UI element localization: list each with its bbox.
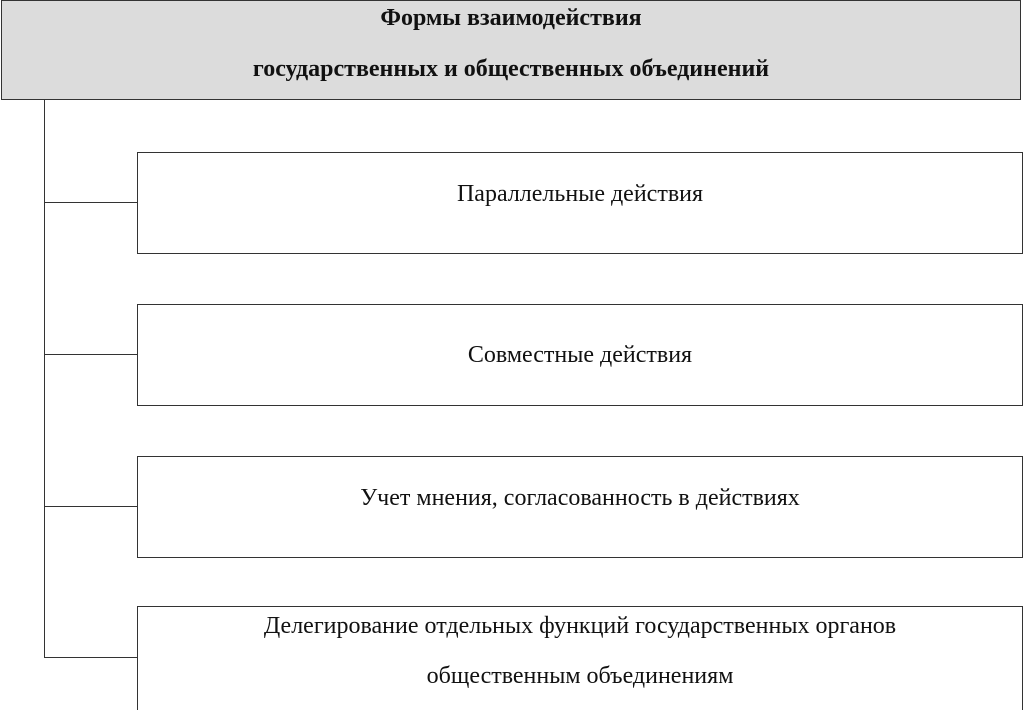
diagram-title-line-2: государственных и общественных объединений xyxy=(252,56,770,82)
diagram-title-box xyxy=(1,0,1021,100)
connector-branch-joint xyxy=(44,354,138,355)
form-box-parallel-actions xyxy=(137,152,1023,254)
connector-branch-parallel xyxy=(44,202,138,203)
connector-trunk xyxy=(44,100,45,657)
connector-branch-consultation xyxy=(44,506,138,507)
diagram-title-line-1: Формы взаимодействия xyxy=(380,5,642,31)
form-box-opinion-consideration xyxy=(137,456,1023,558)
form-box-joint-actions xyxy=(137,304,1023,406)
form-label: Параллельные действия xyxy=(456,181,704,207)
form-box-delegation xyxy=(137,606,1023,710)
connector-branch-delegation xyxy=(44,657,138,658)
form-label-line-2: общественным объединениям xyxy=(426,663,734,689)
form-label: Учет мнения, согласованность в действиях xyxy=(360,485,800,511)
form-label-line-1: Делегирование отдельных функций государственных органов xyxy=(263,613,897,639)
form-label: Совместные действия xyxy=(467,342,693,368)
